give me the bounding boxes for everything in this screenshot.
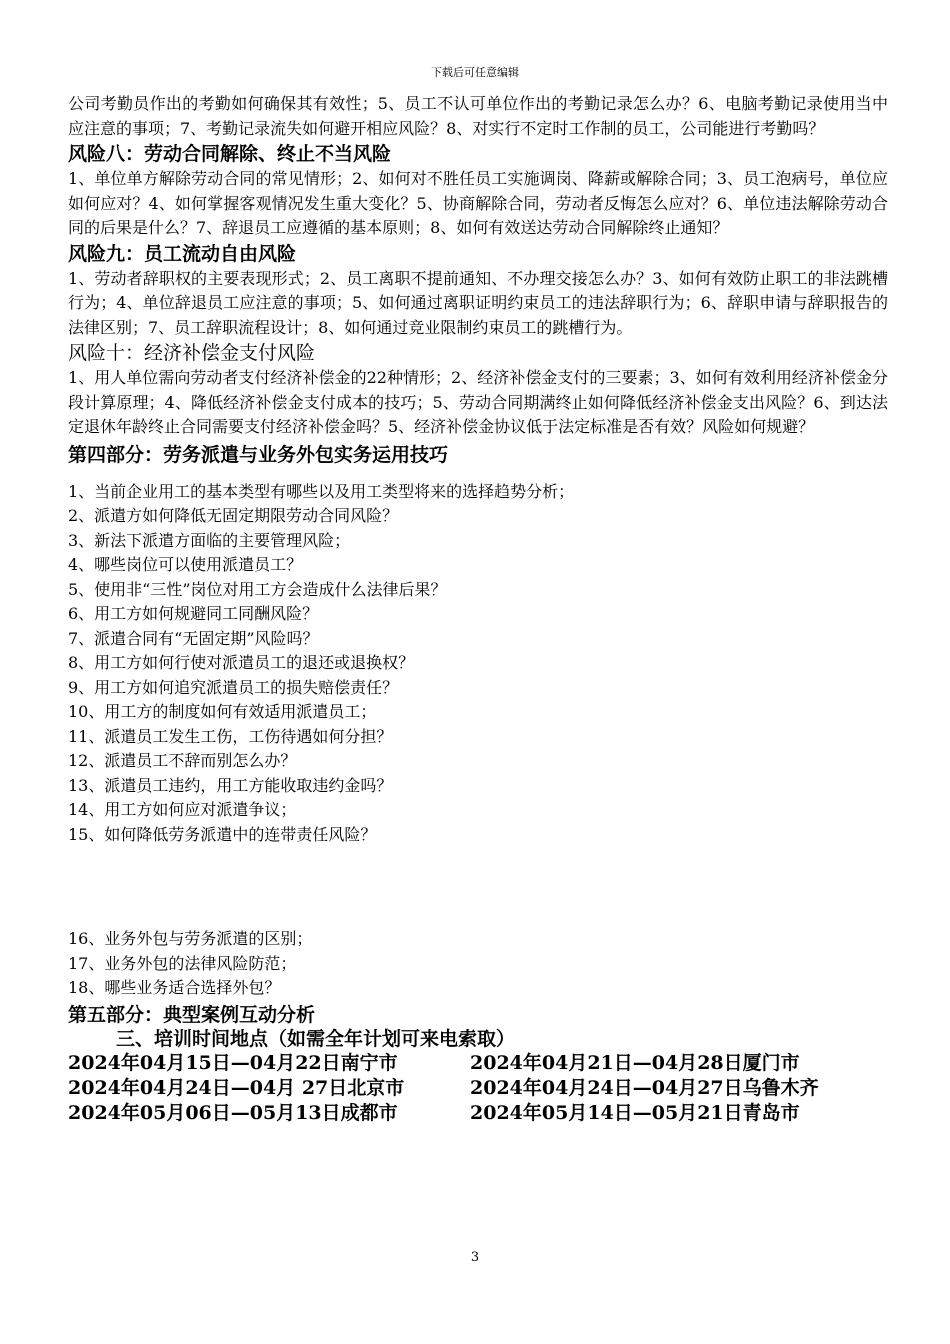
schedule-left: 2024年05月06日—05月13日成都市 [68, 1101, 398, 1124]
blank-gap [68, 847, 888, 927]
part4-list-a [68, 480, 888, 848]
list-item: 16、业务外包与劳务派遣的区别； [68, 929, 313, 948]
part4-list-b [68, 927, 888, 1001]
section3-heading: 三、培训时间地点（如需全年计划可来电索取） [116, 1027, 516, 1050]
list-item: 13、派遣员工违约，用工方能收取违约金吗？ [68, 775, 393, 795]
list-item: 8、用工方如何行使对派遣员工的退还或退换权？ [68, 653, 415, 672]
list-item: 7、派遣合同有“无固定期”风险吗？ [68, 628, 319, 648]
list-item: 6、用工方如何规避同工同酬风险？ [68, 604, 319, 623]
risk10-heading: 风险十：经济补偿金支付风险 [68, 342, 316, 364]
list-item: 15、如何降低劳务派遣中的连带责任风险？ [68, 824, 377, 844]
page-header-note: 下载后可任意编辑 [431, 66, 519, 79]
list-item: 11、派遣员工发生工伤，工伤待遇如何分担？ [68, 726, 393, 746]
risk9-heading: 风险九：员工流动自由风险 [68, 242, 297, 265]
part5-heading: 第五部分：典型案例互动分析 [68, 1003, 316, 1026]
list-item: 10、用工方的制度如何有效适用派遣员工； [68, 702, 377, 721]
risk8-body: 1、单位单方解除劳动合同的常见情形；2、如何对不胜任员工实施调岗、降薪或解除合同；3、员工泡病号，单位应如何应对？4、如何掌握客观情况发生重大变化？5、协商解除合同，劳动者反悔怎么应对？6、单位违法解除劳动合同的后果是什么？7、辞退员工应遵循的基本原则；8、如何有效送达劳动合同解除终止通知？ [68, 169, 888, 237]
list-item: 14、用工方如何应对派遣争议； [68, 800, 297, 819]
schedule-table [68, 1051, 888, 1126]
schedule-left: 2024年04月24日—04月 27日北京市 [68, 1076, 405, 1099]
part4-heading: 第四部分：劳务派遣与业务外包实务运用技巧 [68, 443, 449, 466]
list-item: 4、哪些岗位可以使用派遣员工？ [68, 555, 303, 574]
page-number: 3 [470, 1250, 480, 1265]
risk9-body: 1、劳动者辞职权的主要表现形式；2、员工离职不提前通知、不办理交接怎么办？3、如何有效防止职工的非法跳槽行为；4、单位辞退员工应注意的事项；5、如何通过离职证明约束员工的违法辞职行为；6、辞职申请与辞职报告的法律区别；7、员工辞职流程设计；8、如何通过竞业限制约束员工的跳槽行为。 [68, 268, 888, 337]
schedule-left: 2024年04月15日—04月22日南宁市 [68, 1051, 398, 1074]
list-item: 3、新法下派遣方面临的主要管理风险； [68, 530, 351, 550]
schedule-right: 2024年05月14日—05月21日青岛市 [470, 1101, 800, 1124]
list-item: 5、使用非“三性”岗位对用工方会造成什么法律后果？ [68, 579, 447, 599]
list-item: 18、哪些业务适合选择外包？ [68, 978, 281, 997]
schedule-row [68, 1076, 888, 1101]
schedule-row [68, 1101, 888, 1126]
schedule-row [68, 1051, 888, 1076]
risk8-heading: 风险八：劳动合同解除、终止不当风险 [68, 143, 392, 165]
intro-paragraph: 公司考勤员作出的考勤如何确保其有效性；5、员工不认可单位作出的考勤记录怎么办？6、电脑考勤记录使用当中应注意的事项；7、考勤记录流失如何避开相应风险？8、对实行不定时工作制的员工，公司能进行考勤吗？ [68, 94, 888, 138]
list-item: 2、派遣方如何降低无固定期限劳动合同风险？ [68, 506, 399, 525]
list-item: 17、业务外包的法律风险防范； [68, 953, 297, 973]
schedule-right: 2024年04月24日—04月27日乌鲁木齐 [470, 1076, 819, 1099]
list-item: 1、当前企业用工的基本类型有哪些以及用工类型将来的选择趋势分析； [68, 481, 575, 501]
list-item: 9、用工方如何追究派遣员工的损失赔偿责任？ [68, 677, 399, 697]
list-item: 12、派遣员工不辞而别怎么办？ [68, 751, 297, 770]
document-body [68, 92, 888, 1126]
risk10-body: 1、用人单位需向劳动者支付经济补偿金的22种情形；2、经济补偿金支付的三要素；3、如何有效利用经济补偿金分段计算原理；4、降低经济补偿金支付成本的技巧；5、劳动合同期满终止如何降低经济补偿金支出风险？6、到达法定退休年龄终止合同需要支付经济补偿金吗？5、经济补偿金协议低于法定标准是否有效？风险如何规避？ [68, 368, 888, 436]
schedule-right: 2024年04月21日—04月28日厦门市 [470, 1051, 800, 1074]
